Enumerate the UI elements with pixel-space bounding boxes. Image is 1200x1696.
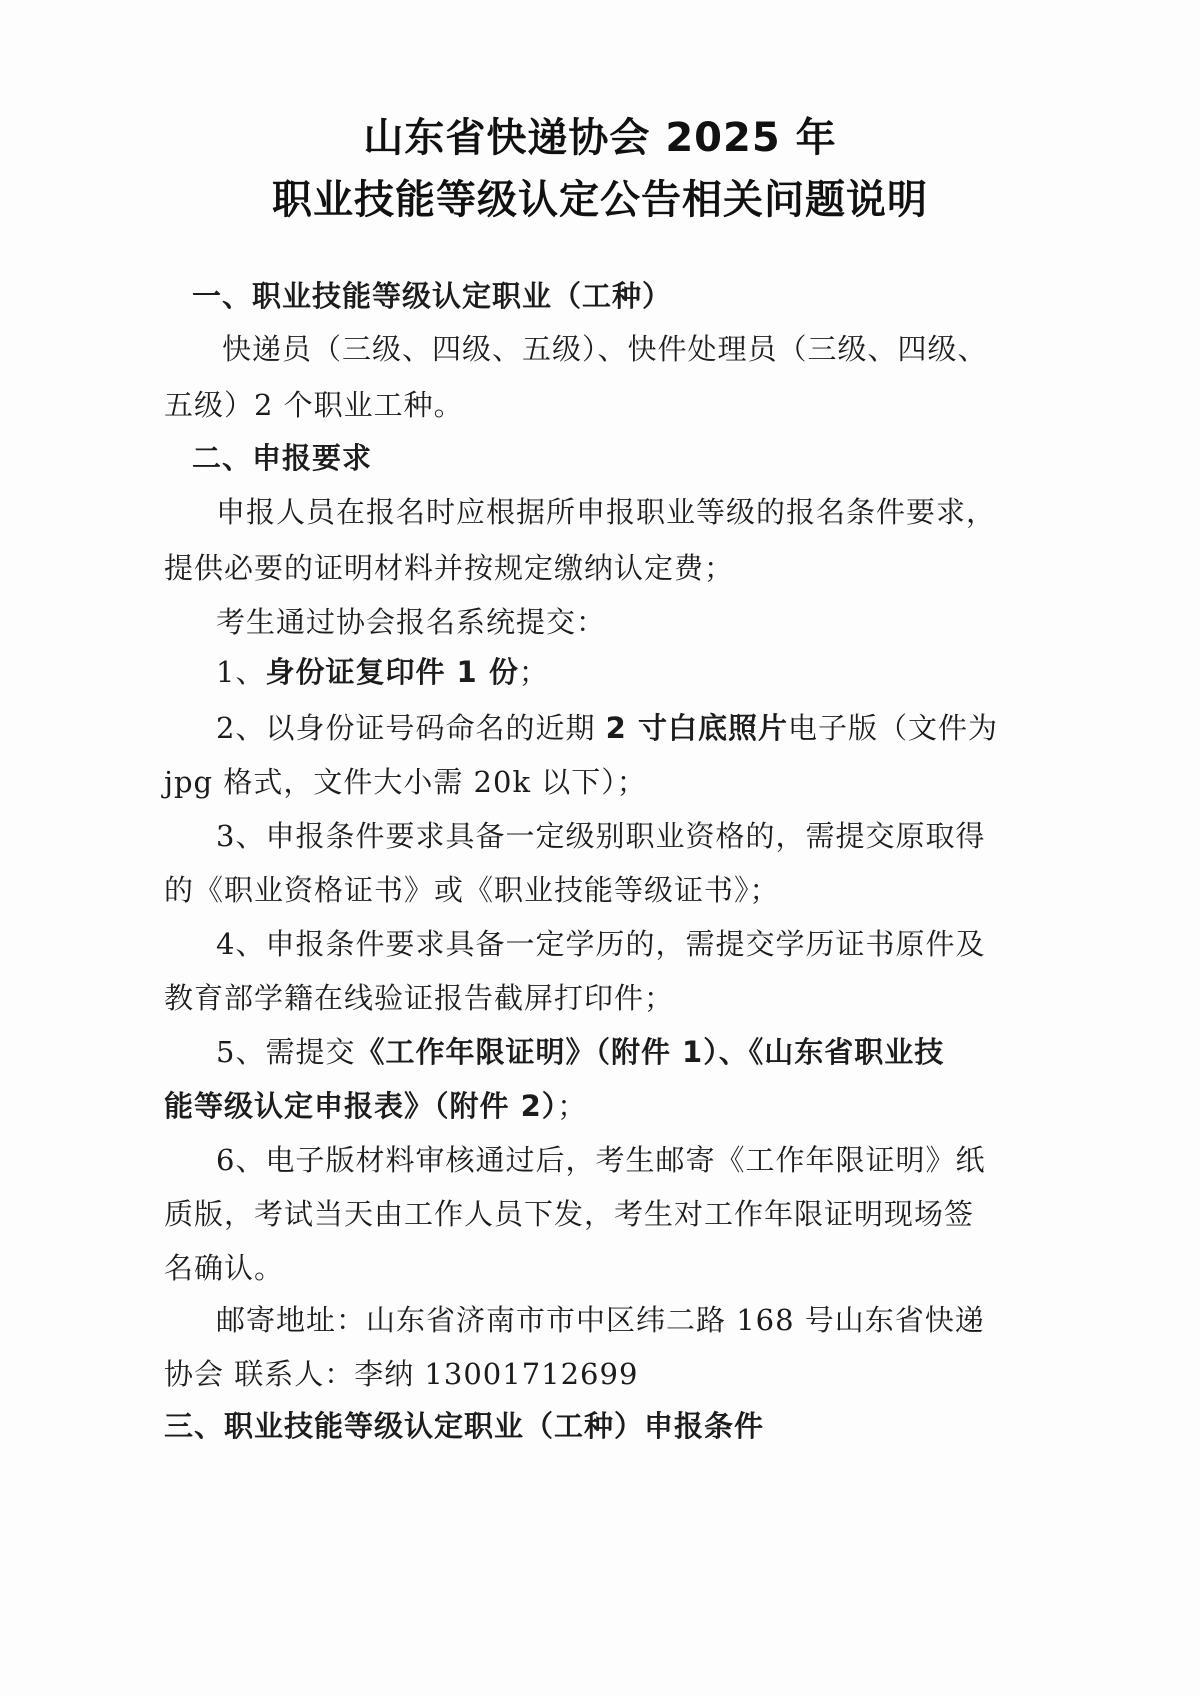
section2-submit-intro: 考生通过协会报名系统提交：: [216, 605, 607, 639]
item3-line1: 3、申报条件要求具备一定级别职业资格的，需提交原取得: [216, 819, 986, 853]
document-title-line2: 职业技能等级认定公告相关问题说明: [272, 177, 928, 223]
item5-line2: [164, 1084, 587, 1125]
item1-suffix: ；: [518, 655, 549, 689]
item6-line2: 质版，考试当天由工作人员下发，考生对工作年限证明现场签: [164, 1197, 975, 1231]
item1: [216, 650, 549, 691]
item5-line1: [216, 1030, 944, 1071]
item5-prefix: 5、需提交: [216, 1035, 356, 1069]
item2: [216, 706, 998, 747]
item6-line3: 名确认。: [164, 1251, 285, 1285]
item1-prefix: 1、: [216, 655, 266, 689]
item2-prefix: 2、以身份证号码命名的近期: [216, 711, 606, 745]
section1-body-line2: 五级）2 个职业工种。: [164, 388, 464, 422]
section2-intro-line1: 申报人员在报名时应根据所申报职业等级的报名条件要求，: [216, 495, 997, 529]
section2-intro-line2: 提供必要的证明材料并按规定缴纳认定费；: [164, 551, 735, 585]
item4-line1: 4、申报条件要求具备一定学历的，需提交学历证书原件及: [216, 927, 986, 961]
item6-line1: 6、电子版材料审核通过后，考生邮寄《工作年限证明》纸: [216, 1143, 986, 1177]
item1-bold: 身份证复印件 1 份: [265, 655, 519, 689]
section3-heading: 三、职业技能等级认定职业（工种）申报条件: [164, 1409, 765, 1443]
item2-bold: 2 寸白底照片: [605, 711, 788, 745]
section2-heading: 二、申报要求: [192, 441, 373, 475]
mail-address-line2: 协会 联系人：李纳 13001712699: [164, 1357, 639, 1391]
item4-line2: 教育部学籍在线验证报告截屏打印件；: [164, 981, 675, 1015]
item2-suffix: 电子版（文件为: [787, 711, 998, 745]
document-title-line1: 山东省快递协会 2025 年: [363, 115, 837, 161]
section1-body-line1: 快递员（三级、四级、五级）、快件处理员（三级、四级、: [222, 332, 988, 366]
item2-line2: jpg 格式，文件大小需 20k 以下）；: [164, 765, 647, 799]
item5-suffix: ；: [557, 1089, 588, 1123]
mail-address-line1: 邮寄地址：山东省济南市市中区纬二路 168 号山东省快递: [216, 1303, 985, 1337]
section1-heading: 一、职业技能等级认定职业（工种）: [192, 279, 673, 313]
item5-bold-line2: 能等级认定申报表》（附件 2）: [164, 1089, 558, 1123]
item5-bold-line1: 《工作年限证明》（附件 1）、《山东省职业技: [355, 1035, 945, 1069]
item3-line2: 的《职业资格证书》或《职业技能等级证书》；: [164, 873, 780, 907]
